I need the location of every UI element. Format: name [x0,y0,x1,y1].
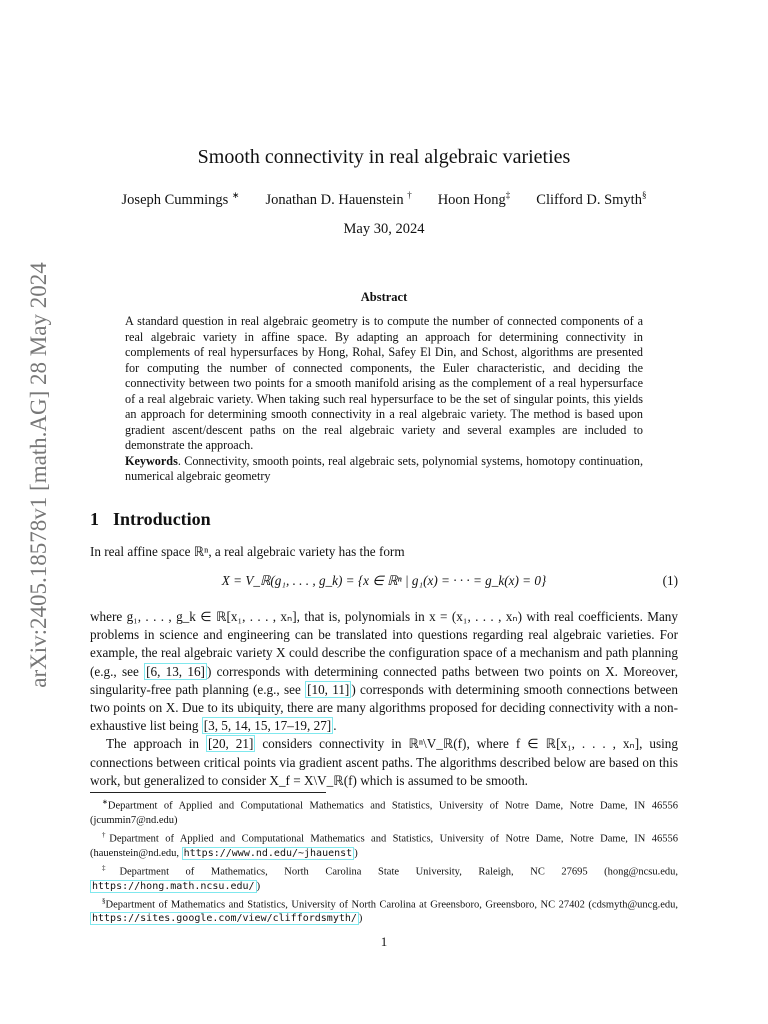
arxiv-identifier: arXiv:2405.18578v1 [math.AG] 28 May 2024 [26,262,51,688]
author-name: Hoon Hong‡ [437,190,511,208]
abstract-text: A standard question in real algebraic geometry is to compute the number of connected components of a real algebraic variety in affine space. By adapting an approach for determining connectivity in complements of real hypersurfaces by Hong, Rohal, Safey El Din, and Schost, algorithms are presented for computing the number of connected components, the Euler characteristic, and deciding the connectivity between two points for a smooth manifold arising as the complement of a real hypersurface of a real algebraic variety. When taking such real hypersurface to be the set of singular points, this yields an approach for determining smooth connectivity in a real algebraic variety. The method is based upon gradient ascent/descent paths on the real algebraic variety and several examples are included to demonstrate the approach. [125,314,643,452]
citation-link[interactable]: [20, 21] [207,736,254,752]
footnote-url-link[interactable]: https://sites.google.com/view/cliffordsmyth/ [92,913,357,925]
display-equation [90,573,678,589]
paper-date: May 30, 2024 [343,221,425,237]
citation-link[interactable]: [10, 11] [307,681,350,697]
keywords-line: Keywords. Connectivity, smooth points, real algebraic sets, polynomial systems, homotopy continuation, numerical algebraic geometry [125,453,643,483]
intro-paragraph-3: The approach in [20, 21] considers connectivity in ℝⁿ\V_ℝ(f), where f ∈ ℝ[x₁, . . . , xₙ], using connections between critical points via gradient ascent paths. The algorithms described below are based on this work, but generalized to consider X_f = X\V_ℝ(f) which is assumed to be smooth. [90,736,678,788]
abstract-heading: Abstract [360,290,408,304]
footnote-url-link[interactable]: https://www.nd.edu/~jhauenst [183,847,353,859]
footnote-item: ‡Department of Mathematics, North Carolina State University, Raleigh, NC 27695 (hong@ncsu.edu, https://hong.math.ncsu.edu/ ) [92,863,679,892]
equation-formula: X = V_ℝ(g₁, . . . , g_k) = {x ∈ ℝⁿ | g₁(x) = · · · = g_k(x) = 0} [221,573,547,588]
author-list [0,190,768,209]
footnotes [90,795,678,927]
intro-paragraph-1: In real affine space ℝⁿ, a real algebraic variety has the form [90,544,405,559]
author-name: Joseph Cummings ∗ [121,190,240,208]
citation-link[interactable]: [6, 13, 16] [146,663,205,679]
section-heading: 1 Introduction [90,509,211,529]
author-name: Clifford D. Smyth§ [536,190,647,208]
page-number: 1 [380,934,388,949]
footnote-item: §Department of Mathematics and Statistics, University of North Carolina at Greensboro, Greensboro, NC 27402 (cdsmyth@uncg.edu, https://sites.google.com/view/cliffordsmyth/ ) [92,896,678,925]
arxiv-sidebar-stamp [22,245,56,705]
equation-number: (1) [662,573,678,588]
citation-link[interactable]: [3, 5, 14, 15, 17–19, 27] [203,718,332,734]
footnote-url-link[interactable]: https://hong.math.ncsu.edu/ [92,880,255,892]
abstract-body [125,314,643,485]
intro-paragraph-2: where g₁, . . . , g_k ∈ ℝ[x₁, . . . , xₙ], that is, polynomials in x = (x₁, . . . , xₙ) with real coefficients. Many problems in science and engineering can be translated into questions regarding real algebraic varieties. For example, the real algebraic variety X could describe the configuration space of a mechanism and path planning (e.g., see [6, 13, 16] ) corresponds with determining connected paths between two points on X. Moreover, singularity-free path planning (e.g., see [10, 11] ) corresponds with determining smooth connections between two points on X. Due to its ubiquity, there are many algorithms proposed for deciding connectivity with a non-exhaustive list being [3, 5, 14, 15, 17–19, 27] . The approach in [20, 21] considers connectivity in ℝⁿ\V_ℝ(f), where f ∈ ℝ[x₁, . . . , xₙ], using connections between critical points via gradient ascent paths. The algorithms described below are based on this work, but generalized to consider X_f = X\V_ℝ(f) which is assumed to be smooth. [90,608,678,790]
footnote-item: †Department of Applied and Computational Mathematics and Statistics, University of Notre Dame, Notre Dame, IN 46556 (hauenstein@nd.edu, https://www.nd.edu/~jhauenst ) [90,830,678,859]
footnote-rule [90,792,326,793]
author-name: Jonathan D. Hauenstein † [265,190,412,208]
footnote-item: ∗Department of Applied and Computational Mathematics and Statistics, University of Notre Dame, Notre Dame, IN 46556 (jcummin7@nd.edu) [90,798,678,826]
paper-title: Smooth connectivity in real algebraic varieties [197,146,571,168]
